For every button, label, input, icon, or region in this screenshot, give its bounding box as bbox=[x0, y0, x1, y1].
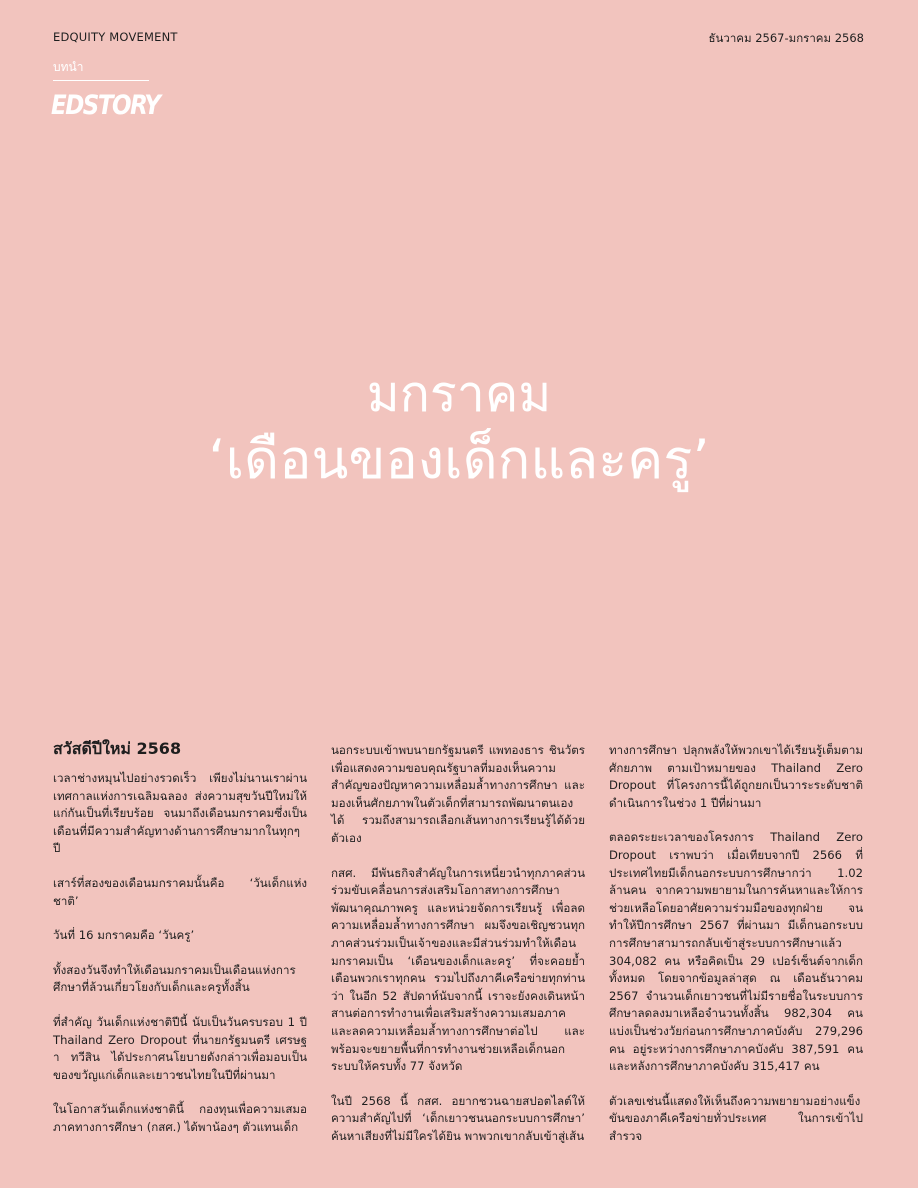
paragraph: ตลอดระยะเวลาของโครงการ Thailand Zero Dropout เราพบว่า เมื่อเทียบจากปี 2566 ที่ประเทศไทยมีเด็กนอกระบบการศึกษากว่า 1.02 ล้านคน จากความพยายามในการค้นหาและให้การช่วยเหลือโดยอาศัยความร่วมมือของทุกฝ่าย จนทำให้ปีการศึกษา 2567 ที่ผ่านมา มีเด็กนอกระบบการศึกษาสามารถกลับเข้าสู่ระบบการศึกษาแล้ว 304,082 คน หรือคิดเป็น 29 เปอร์เซ็นต์จากเด็กทั้งหมด โดยจากข้อมูลล่าสุด ณ เดือนธันวาคม 2567 จำนวนเด็กเยาวชนที่ไม่มีรายชื่อในระบบการศึกษาลดลงมาเหลือจำนวนทั้งสิ้น 982,304 คน แบ่งเป็นช่วงวัยก่อนการศึกษาภาคบังคับ 279,296 คน อยู่ระหว่างการศึกษาภาคบังคับ 387,591 คน และหลังการศึกษาภาคบังคับ 315,417 คน bbox=[609, 830, 863, 1074]
edstory-logo: EDSTORY bbox=[51, 91, 160, 121]
hero-title bbox=[0, 362, 918, 494]
issue-date: ธันวาคม 2567-มกราคม 2568 bbox=[708, 31, 864, 45]
article-column-2 bbox=[331, 738, 585, 1162]
paragraph: วันที่ 16 มกราคมคือ ‘วันครู’ bbox=[53, 928, 195, 943]
publisher-name: EDQUITY MOVEMENT bbox=[53, 30, 178, 44]
paragraph: เสาร์ที่สองของเดือนมกราคมนั้นคือ ‘วันเด็กแห่งชาติ’ bbox=[53, 875, 307, 908]
paragraph: ในโอกาสวันเด็กแห่งชาตินี้ กองทุนเพื่อความเสมอภาคทางการศึกษา (กสศ.) ได้พาน้องๆ ตัวแทนเด็ก bbox=[53, 1102, 307, 1134]
paragraph: กสศ. มีพันธกิจสำคัญในการเหนี่ยวนำทุกภาคส่วนร่วมขับเคลื่อนการส่งเสริมโอกาสทางการศึกษา พัฒนาคุณภาพครู และหน่วยจัดการเรียนรู้ เพื่อลดความเหลื่อมล้ำทางการศึกษา ผมจึงขอเชิญชวนทุกภาคส่วนร่วมเป็นเจ้าของและมีส่วนร่วมทำให้เดือนมกราคมเป็น ‘เดือนของเด็กและครู’ ที่จะคอยย้ำเตือนพวกเราทุกคน รวมไปถึงภาคีเครือข่ายทุกท่านว่า ในอีก 52 สัปดาห์นับจากนี้ เราจะยังคงเดินหน้าสานต่อการทำงานเพื่อเสริมสร้างความเสมอภาคและลดความเหลื่อมล้ำทางการศึกษาต่อไป และพร้อมจะขยายพื้นที่การทำงานช่วยเหลือเด็กนอกระบบให้ครบทั้ง 77 จังหวัด bbox=[331, 865, 585, 1074]
paragraph: นอกระบบเข้าพบนายกรัฐมนตรี แพทองธาร ชินวัตร เพื่อแสดงความขอบคุณรัฐบาลที่มองเห็นความสำคัญของปัญหาความเหลื่อมล้ำทางการศึกษา และมองเห็นศักยภาพในตัวเด็กที่สามารถพัฒนาตนเองได้ รวมถึงสามารถเลือกเส้นทางการเรียนรู้ได้ด้วยตัวเอง bbox=[331, 743, 585, 845]
article-column-1 bbox=[53, 738, 307, 1154]
article-column-3 bbox=[609, 738, 863, 1162]
paragraph: ที่สำคัญ วันเด็กแห่งชาติปีนี้ นับเป็นวันครบรอบ 1 ปี Thailand Zero Dropout ที่นายกรัฐมนตรี เศรษฐา ทวีสิน ได้ประกาศนโยบายดังกล่าวเพื่อมอบเป็นของขวัญแก่เด็กและเยาวชนไทยในปีที่ผ่านมา bbox=[53, 1014, 307, 1082]
hero-title-line-2: ‘เดือนของเด็กและครู’ bbox=[208, 428, 710, 491]
paragraph: ในปี 2568 นี้ กสศ. อยากชวนฉายสปอตไลต์ให้ความสำคัญไปที่ ‘เด็กเยาวชนนอกระบบการศึกษา’ ค้นหาเสียงที่ไม่มีใครได้ยิน พาพวกเขากลับเข้าสู่เส้น bbox=[331, 1093, 585, 1143]
paragraph: ตัวเลขเช่นนี้แสดงให้เห็นถึงความพยายามอย่างแข็งขันของภาคีเครือข่ายทั่วประเทศ ในการเข้าไปสำรวจ bbox=[609, 1093, 863, 1143]
hero-title-line-1: มกราคม bbox=[366, 365, 552, 423]
section-label: บทนำ bbox=[53, 60, 84, 74]
paragraph: ทั้งสองวันจึงทำให้เดือนมกราคมเป็นเดือนแห่งการศึกษาที่ล้วนเกี่ยวโยงกับเด็กและครูทั้งสิ้น bbox=[53, 962, 296, 995]
paragraph: ทางการศึกษา ปลุกพลังให้พวกเขาได้เรียนรู้เต็มตามศักยภาพ ตามเป้าหมายของ Thailand Zero Dropout ที่โครงการนี้ได้ถูกยกเป็นวาระระดับชาติดำเนินการในช่วง 1 ปีที่ผ่านมา bbox=[609, 743, 863, 810]
article-heading: สวัสดีปีใหม่ 2568 bbox=[53, 739, 182, 758]
paragraph: เวลาช่างหมุนไปอย่างรวดเร็ว เพียงไม่นานเราผ่านเทศกาลแห่งการเฉลิมฉลอง ส่งความสุขวันปีใหม่ให้แก่กันเป็นที่เรียบร้อย จนมาถึงเดือนมกราคมซึ่งเป็นเดือนที่มีความสำคัญทางด้านการศึกษามากในทุกๆ ปี bbox=[53, 771, 307, 856]
section-divider bbox=[53, 80, 149, 81]
